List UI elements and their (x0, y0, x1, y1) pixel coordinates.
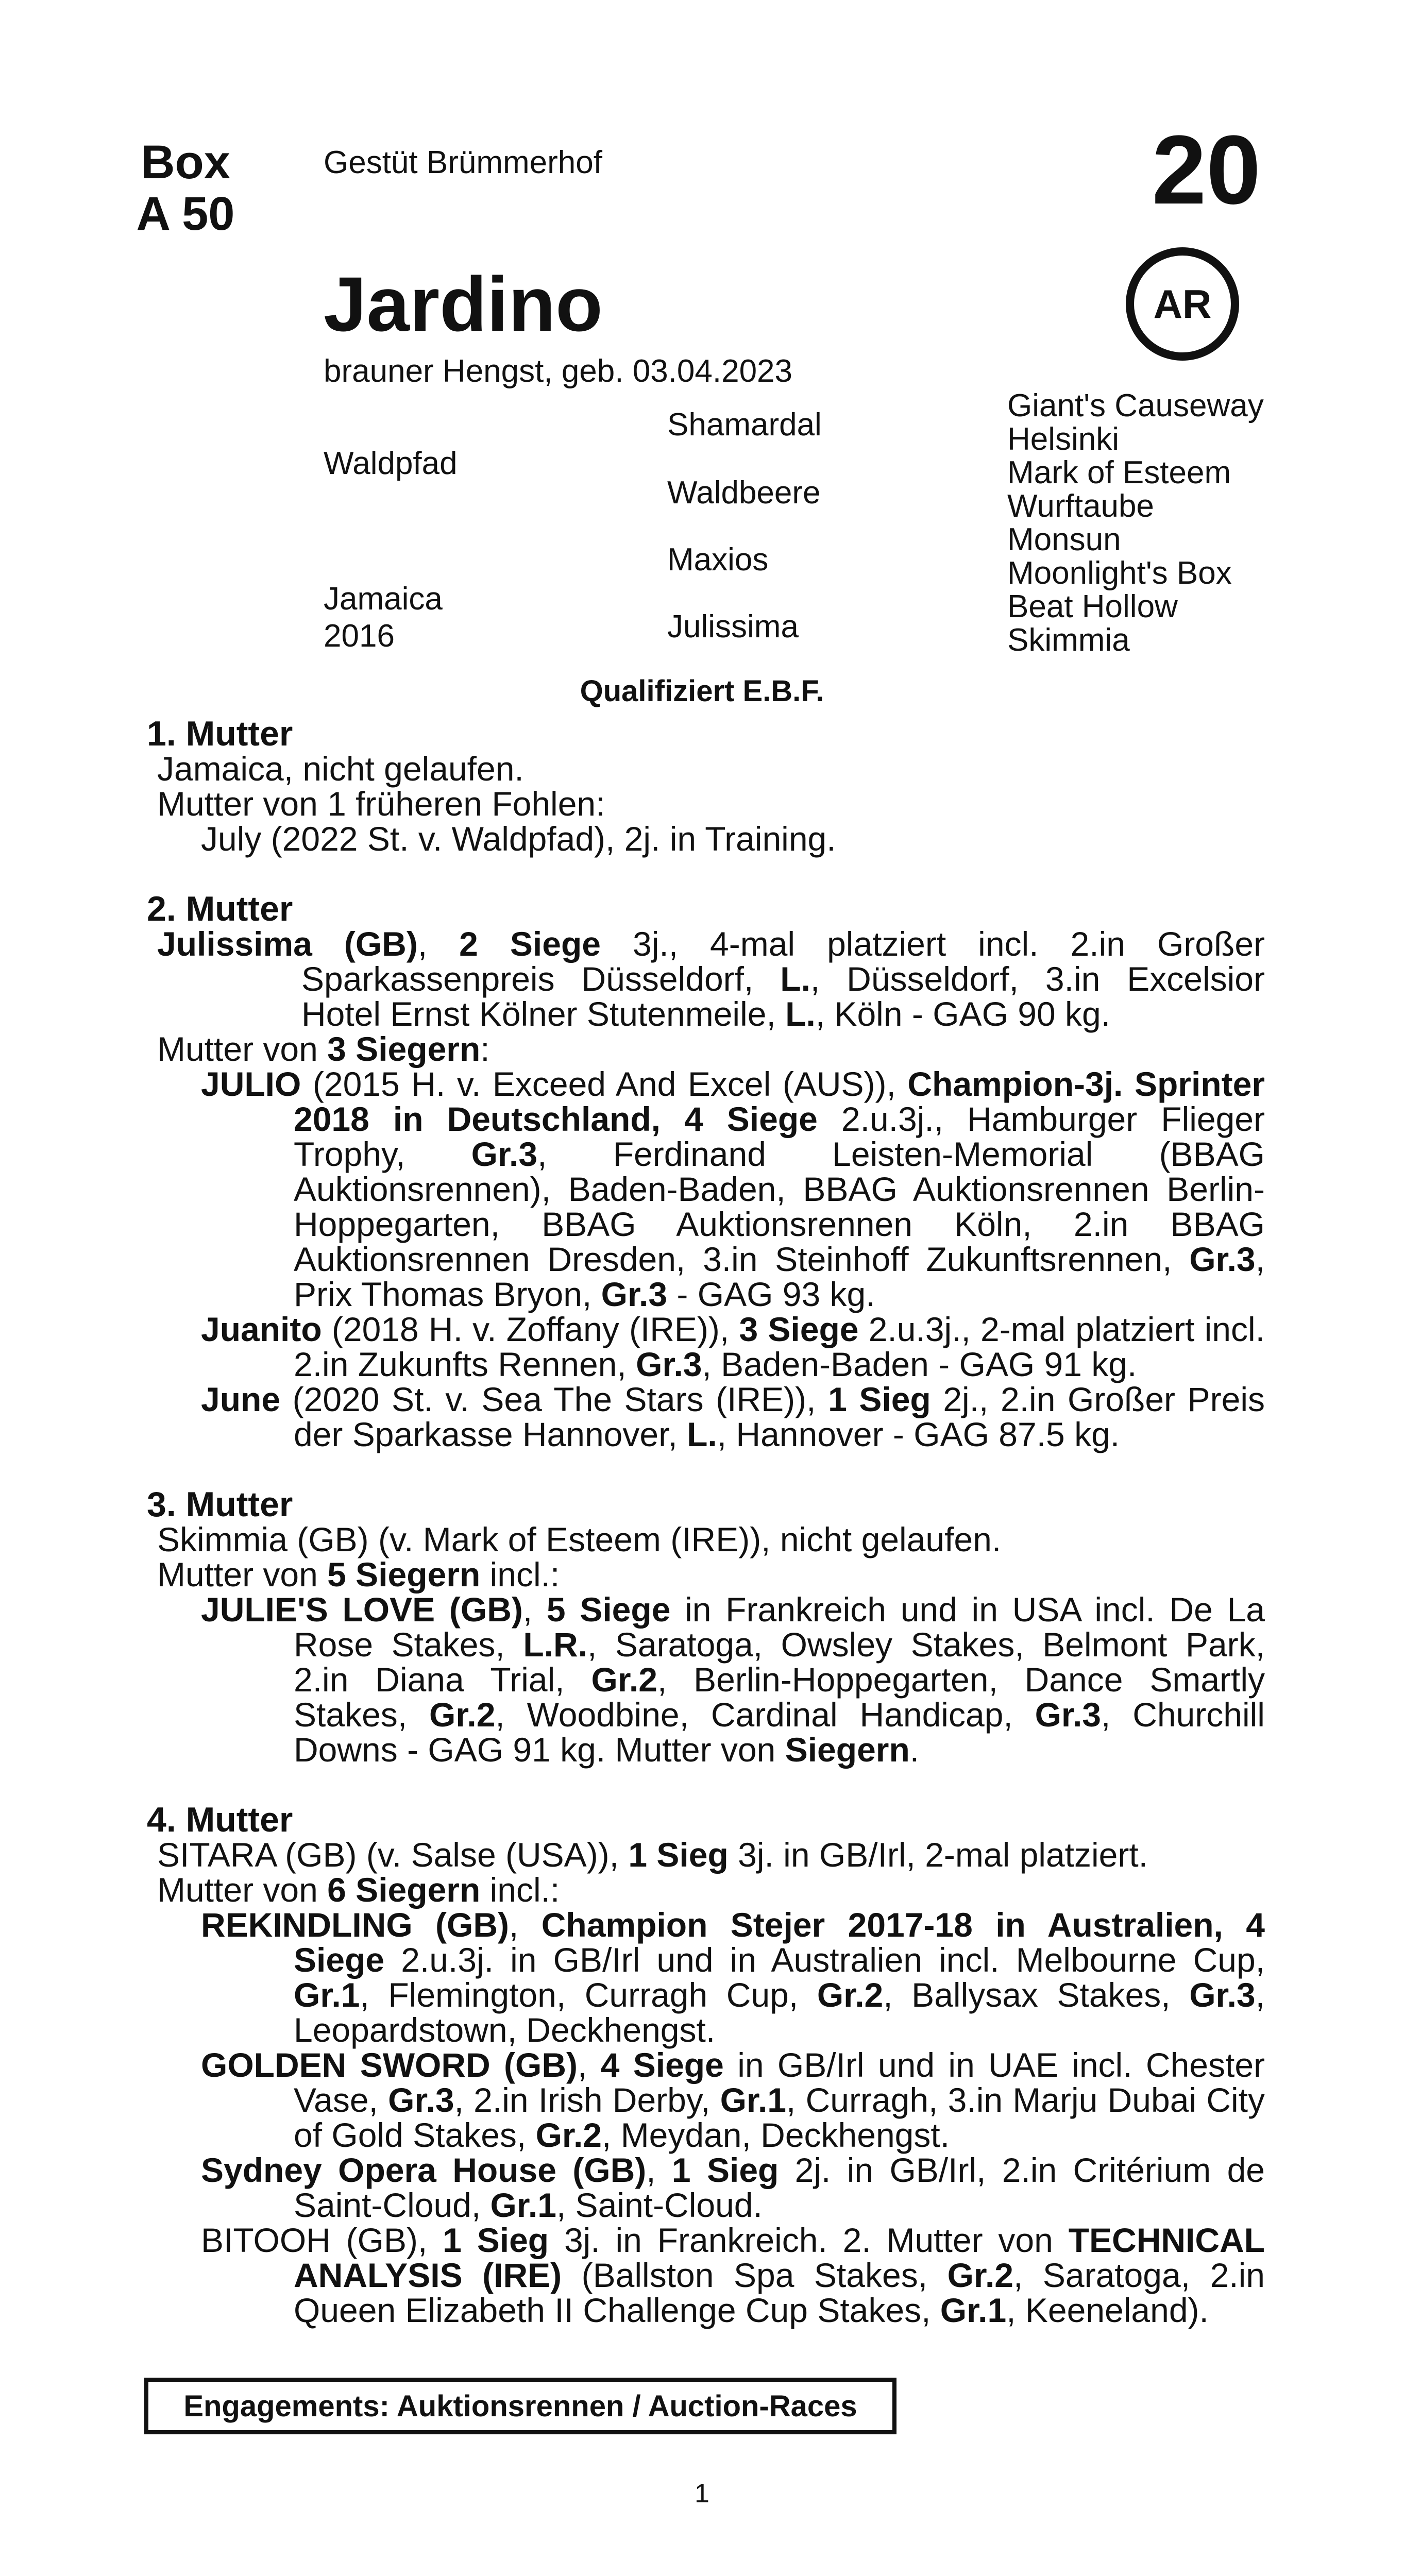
section-first-dam (147, 716, 1265, 856)
dam-line-text (147, 716, 1265, 2328)
offspring-entry: June (2020 St. v. Sea The Stars (IRE)), 1 Sieg 2j., 2.in Großer Preis der Sparkasse Hannover, L., Hannover - GAG 87.5 kg. (201, 1380, 1265, 1453)
offspring-entry: GOLDEN SWORD (GB), 4 Siege in GB/Irl und in UAE incl. Chester Vase, Gr.3, 2.in Irish Derby, Gr.1, Curragh, 3.in Marju Dubai City of Gold Stakes, Gr.2, Meydan, Deckhengst. (201, 2046, 1265, 2154)
offspring-entry: July (2022 St. v. Waldpfad), 2j. in Training. (201, 820, 836, 858)
pedigree-grandparent: Maxios (667, 542, 769, 578)
offspring-intro: Mutter von 6 Siegern incl.: (157, 1871, 560, 1909)
offspring-entry: JULIE'S LOVE (GB), 5 Siege in Frankreich und in USA incl. De La Rose Stakes, L.R., Saratoga, Owsley Stakes, Belmont Park, 2.in Diana Trial, Gr.2, Berlin-Hoppegarten, Dance Smartly Stakes, Gr.2, Woodbine, Cardinal Handicap, Gr.3, Churchill Downs - GAG 91 kg. Mutter von Siegern. (201, 1590, 1265, 1769)
dam-summary: Julissima (GB), 2 Siege 3j., 4-mal platziert incl. 2.in Großer Sparkassenpreis Düsseldorf, L., Düsseldorf, 3.in Excelsior Hotel Ernst Kölner Stutenmeile, L., Köln - GAG 90 kg. (157, 925, 1265, 1033)
pedigree-dam: Jamaica (324, 581, 443, 617)
page-number: 1 (695, 2479, 709, 2509)
breeder-name: Gestüt Brümmerhof (324, 145, 602, 180)
offspring-intro: Mutter von 5 Siegern incl.: (157, 1555, 560, 1594)
box-label (124, 137, 247, 240)
horse-name: Jardino (324, 261, 603, 347)
horse-description: brauner Hengst, geb. 03.04.2023 (324, 353, 793, 389)
offspring-entry: BITOOH (GB), 1 Sieg 3j. in Frankreich. 2. Mutter von TECHNICAL ANALYSIS (IRE) (Ballston Spa Stakes, Gr.2, Saratoga, 2.in Queen Elizabeth II Challenge Cup Stakes, Gr.1, Keeneland). (201, 2221, 1265, 2329)
pedigree-great-grandparent: Moonlight's Box (1007, 555, 1232, 591)
pedigree-great-grandparent: Mark of Esteem (1007, 455, 1231, 490)
dam-summary: Jamaica, nicht gelaufen. (157, 750, 524, 788)
pedigree-great-grandparent: Beat Hollow (1007, 589, 1178, 624)
ar-badge: AR (1126, 247, 1239, 361)
pedigree-grandparent: Shamardal (667, 407, 822, 443)
offspring-entry: JULIO (2015 H. v. Exceed And Excel (AUS)), Champion-3j. Sprinter 2018 in Deutschland, 4 Siege 2.u.3j., Hamburger Flieger Trophy, Gr.3, Ferdinand Leisten-Memorial (BBAG Auktionsrennen), Baden-Baden, BBAG Auktionsrennen Berlin-Hoppegarten, BBAG Auktionsrennen Köln, 2.in BBAG Auktionsrennen Dresden, 3.in Steinhoff Zukunftsrennen, Gr.3, Prix Thomas Bryon, Gr.3 - GAG 93 kg. (201, 1065, 1265, 1313)
dam-summary: SITARA (GB) (v. Salse (USA)), 1 Sieg 3j. in GB/Irl, 2-mal platziert. (157, 1836, 1148, 1874)
pedigree-sire: Waldpfad (324, 446, 458, 481)
engagements-box: Engagements: Auktionsrennen / Auction-Races (144, 2378, 896, 2434)
section-fourth-dam (147, 1802, 1265, 2328)
pedigree-dam-year: 2016 (324, 618, 395, 654)
section-heading: 1. Mutter (147, 714, 293, 753)
offspring-entry: REKINDLING (GB), Champion Stejer 2017-18 in Australien, 4 Siege 2.u.3j. in GB/Irl und in Australien incl. Melbourne Cup, Gr.1, Flemington, Curragh Cup, Gr.2, Ballysax Stakes, Gr.3, Leopardstown, Deckhengst. (201, 1906, 1265, 2049)
pedigree-great-grandparent: Skimmia (1007, 622, 1130, 658)
pedigree-great-grandparents (1007, 389, 1264, 657)
box-label-line2: A 50 (136, 188, 235, 240)
section-heading: 2. Mutter (147, 889, 293, 928)
pedigree-great-grandparent: Giant's Causeway (1007, 388, 1264, 423)
qualification-note: Qualifiziert E.B.F. (580, 674, 824, 708)
offspring-entry: Sydney Opera House (GB), 1 Sieg 2j. in GB/Irl, 2.in Critérium de Saint-Cloud, Gr.1, Saint-Cloud. (201, 2151, 1265, 2224)
box-label-line1: Box (141, 136, 230, 189)
section-heading: 3. Mutter (147, 1485, 293, 1524)
offspring-intro: Mutter von 1 früheren Fohlen: (157, 785, 605, 823)
offspring-entry: Juanito (2018 H. v. Zoffany (IRE)), 3 Siege 2.u.3j., 2-mal platziert incl. 2.in Zukunfts Rennen, Gr.3, Baden-Baden - GAG 91 kg. (201, 1310, 1265, 1383)
offspring-intro: Mutter von 3 Siegern: (157, 1030, 490, 1068)
pedigree-great-grandparent: Monsun (1007, 522, 1121, 557)
dam-summary: Skimmia (GB) (v. Mark of Esteem (IRE)), nicht gelaufen. (157, 1520, 1002, 1558)
section-third-dam (147, 1487, 1265, 1767)
pedigree-grandparent: Julissima (667, 609, 799, 645)
pedigree-grandparent: Waldbeere (667, 475, 821, 511)
pedigree-great-grandparent: Wurftaube (1007, 488, 1154, 524)
lot-number: 20 (1152, 115, 1261, 225)
pedigree-great-grandparent: Helsinki (1007, 421, 1120, 457)
section-second-dam (147, 891, 1265, 1452)
section-heading: 4. Mutter (147, 1800, 293, 1839)
